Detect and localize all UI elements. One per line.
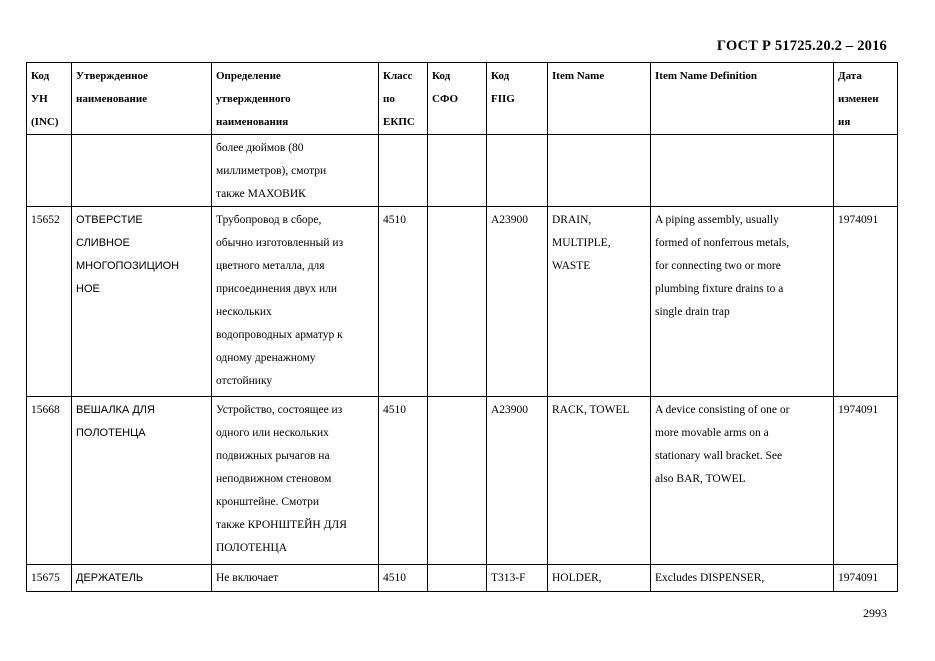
cell-approved-name-line: ВЕШАЛКА ДЛЯ: [76, 404, 155, 416]
cell-definition-line: кронштейне. Смотри: [216, 496, 320, 508]
cell-item-name: [548, 565, 651, 592]
cell-item-def-line: more movable arms on a: [655, 427, 769, 439]
cell-sfo: [428, 135, 487, 207]
cell-definition-line: Не включает: [216, 572, 279, 584]
cell-class: 4510: [379, 565, 428, 592]
cell-item-def-line: formed of nonferrous metals,: [655, 237, 790, 249]
cell-definition: [212, 207, 379, 397]
cell-item-def-line: also BAR, TOWEL: [655, 473, 746, 485]
cell-item-name: [548, 135, 651, 207]
col-header-line: Item Name Definition: [655, 70, 758, 82]
cell-fiig: [487, 135, 548, 207]
cell-inc: [27, 135, 72, 207]
col-header-line: СФО: [432, 93, 459, 105]
cell-item-def: [651, 207, 834, 397]
cell-item-def-line: A piping assembly, usually: [655, 214, 779, 226]
catalog-table: [26, 62, 898, 592]
cell-date: [834, 135, 898, 207]
col-header-line: наименования: [216, 116, 289, 128]
cell-approved-name: [72, 565, 212, 592]
cell-definition-line: присоединения двух или: [216, 283, 338, 295]
table-row: [27, 397, 898, 565]
cell-approved-name-line: ДЕРЖАТЕЛЬ: [76, 572, 144, 584]
cell-fiig: A23900: [487, 397, 548, 565]
cell-definition-line: миллиметров), смотри: [216, 165, 327, 177]
cell-sfo: [428, 207, 487, 397]
cell-date: 1974091: [834, 207, 898, 397]
col-header-line: ия: [838, 116, 851, 128]
cell-item-def-line: Excludes DISPENSER,: [655, 572, 765, 584]
col-header-line: по: [383, 93, 395, 105]
col-header-item-name: [548, 63, 651, 135]
cell-inc: 15652: [27, 207, 72, 397]
table-header-row: [27, 63, 898, 135]
cell-approved-name: [72, 207, 212, 397]
cell-item-def-line: for connecting two or more: [655, 260, 781, 272]
cell-definition-line: Устройство, состоящее из: [216, 404, 343, 416]
cell-class: 4510: [379, 207, 428, 397]
cell-approved-name-line: СЛИВНОЕ: [76, 237, 130, 249]
cell-definition-line: Трубопровод в сборе,: [216, 214, 322, 226]
cell-definition-line: более дюймов (80: [216, 142, 304, 154]
cell-definition: [212, 135, 379, 207]
cell-approved-name: [72, 135, 212, 207]
cell-approved-name: [72, 397, 212, 565]
cell-definition-line: также КРОНШТЕЙН ДЛЯ: [216, 519, 347, 531]
col-header-date: [834, 63, 898, 135]
cell-definition-line: обычно изготовленный из: [216, 237, 344, 249]
col-header-approved-name: [72, 63, 212, 135]
cell-item-name-line: DRAIN,: [552, 214, 592, 226]
col-header-line: Определение: [216, 70, 281, 82]
cell-item-def-line: plumbing fixture drains to a: [655, 283, 784, 295]
cell-fiig: T313-F: [487, 565, 548, 592]
table-row: [27, 207, 898, 397]
col-header-line: наименование: [76, 93, 148, 105]
col-header-sfo: [428, 63, 487, 135]
cell-item-name-line: HOLDER,: [552, 572, 602, 584]
cell-class: 4510: [379, 397, 428, 565]
cell-item-def-line: single drain trap: [655, 306, 730, 318]
cell-item-name-line: WASTE: [552, 260, 591, 272]
cell-fiig: A23900: [487, 207, 548, 397]
cell-approved-name-line: ПОЛОТЕНЦА: [76, 427, 146, 439]
cell-item-name: [548, 397, 651, 565]
cell-definition-line: цветного металла, для: [216, 260, 325, 272]
cell-approved-name-line: МНОГОПОЗИЦИОН: [76, 260, 180, 272]
cell-item-def-line: stationary wall bracket. See: [655, 450, 783, 462]
cell-date: 1974091: [834, 565, 898, 592]
col-header-line: изменен: [838, 93, 879, 105]
col-header-line: (INC): [31, 116, 59, 128]
cell-approved-name-line: НОЕ: [76, 283, 100, 295]
col-header-line: Код: [432, 70, 451, 82]
cell-inc: 15675: [27, 565, 72, 592]
cell-date: 1974091: [834, 397, 898, 565]
col-header-line: ЕКПС: [383, 116, 415, 128]
col-header-line: УН: [31, 93, 48, 105]
cell-inc: 15668: [27, 397, 72, 565]
cell-definition-line: подвижных рычагов на: [216, 450, 330, 462]
page-number: 2993: [863, 606, 887, 620]
table-row: [27, 135, 898, 207]
col-header-line: Код: [31, 70, 50, 82]
cell-definition: [212, 565, 379, 592]
cell-definition-line: отстойнику: [216, 375, 273, 387]
cell-sfo: [428, 397, 487, 565]
cell-item-def: [651, 397, 834, 565]
cell-item-name-line: RACK, TOWEL: [552, 404, 630, 416]
col-header-item-def: [651, 63, 834, 135]
cell-class: [379, 135, 428, 207]
cell-approved-name-line: ОТВЕРСТИЕ: [76, 214, 143, 226]
col-header-fiig: [487, 63, 548, 135]
col-header-line: Код: [491, 70, 510, 82]
cell-definition-line: нескольких: [216, 306, 272, 318]
cell-definition-line: одному дренажному: [216, 352, 316, 364]
cell-item-name: [548, 207, 651, 397]
table-row: [27, 565, 898, 592]
col-header-class: [379, 63, 428, 135]
cell-item-def-line: A device consisting of one or: [655, 404, 790, 416]
col-header-line: FIIG: [491, 93, 515, 105]
cell-sfo: [428, 565, 487, 592]
col-header-definition: [212, 63, 379, 135]
col-header-line: Item Name: [552, 70, 605, 82]
cell-definition-line: неподвижном стеновом: [216, 473, 332, 485]
col-header-line: Дата: [838, 70, 862, 82]
col-header-inc: [27, 63, 72, 135]
cell-item-name-line: MULTIPLE,: [552, 237, 611, 249]
cell-definition-line: одного или нескольких: [216, 427, 329, 439]
col-header-line: Утвержденное: [76, 70, 148, 82]
cell-definition: [212, 397, 379, 565]
col-header-line: Класс: [383, 70, 413, 82]
cell-definition-line: также МАХОВИК: [216, 188, 306, 200]
cell-item-def: [651, 565, 834, 592]
cell-definition-line: ПОЛОТЕНЦА: [216, 542, 288, 554]
cell-item-def: [651, 135, 834, 207]
col-header-line: утвержденного: [216, 93, 291, 105]
cell-definition-line: водопроводных арматур к: [216, 329, 343, 341]
document-code: ГОСТ Р 51725.20.2 – 2016: [716, 38, 887, 54]
